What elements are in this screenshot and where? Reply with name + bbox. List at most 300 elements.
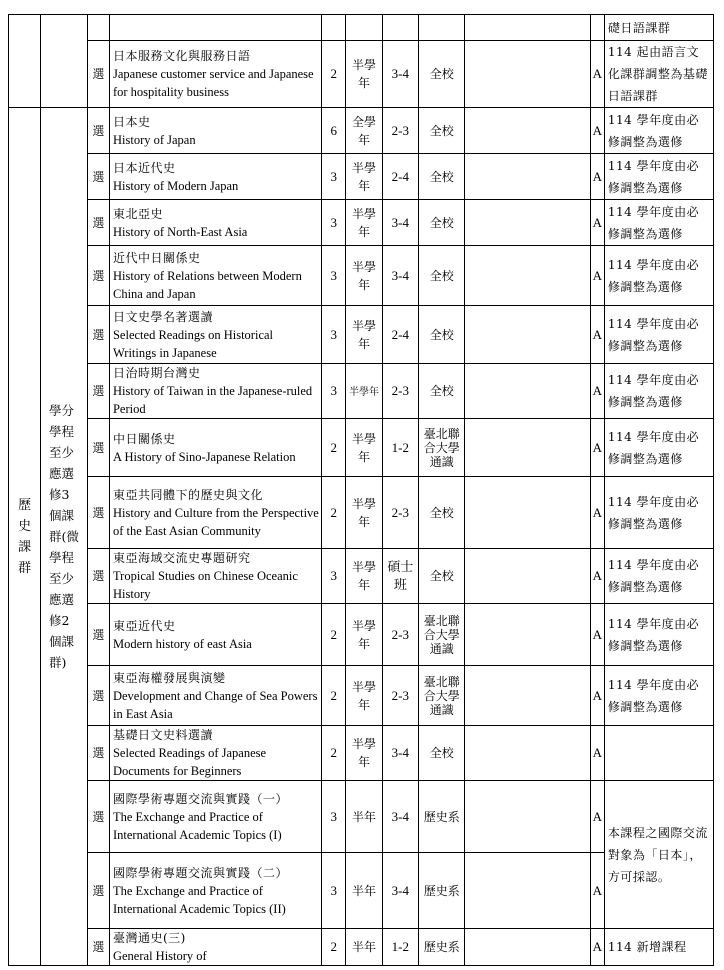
semester-value: 半學年 — [351, 160, 376, 193]
elective-mark-text: 選 — [92, 883, 105, 898]
table-row — [9, 726, 714, 781]
semester-cell — [346, 108, 382, 154]
elective-mark — [87, 477, 109, 549]
credits-cell — [322, 853, 346, 929]
type-value: A — [592, 383, 602, 398]
semester-value: 半學年 — [351, 206, 376, 239]
credits-cell — [322, 200, 346, 246]
note-text: 114 學年度由必修調整為選修 — [607, 373, 700, 409]
open-to-value: 臺北聯合大學通識 — [423, 613, 460, 656]
course-name-en: History of Relations between Modern China and Japan — [112, 268, 302, 301]
course-name-cell — [109, 15, 321, 41]
subgroup-empty-cell — [41, 15, 87, 108]
note-text: 114 學年度由必修調整為選修 — [607, 257, 700, 294]
type-cell — [590, 41, 604, 108]
semester-value: 全學年 — [351, 114, 376, 147]
open-to-cell — [419, 419, 465, 477]
note-text: 114 學年度由必修調整為選修 — [607, 616, 700, 653]
course-name-cell — [109, 477, 321, 549]
course-name-zh: 國際學術專題交流與實踐（一） — [112, 791, 288, 806]
note-text: 114 學年度由必修調整為選修 — [607, 158, 700, 195]
type-value: A — [592, 687, 602, 703]
year-value: 2-3 — [391, 122, 410, 138]
semester-cell — [346, 200, 382, 246]
credits-value: 2 — [330, 626, 337, 642]
credits-value: 3 — [330, 267, 337, 283]
year-cell — [382, 15, 418, 41]
course-name-cell — [109, 364, 321, 419]
type-cell — [590, 604, 604, 666]
note-text: 114 學年度由必修調整為選修 — [607, 494, 700, 531]
semester-value: 半學年 — [351, 259, 376, 292]
year-value: 3-4 — [391, 808, 410, 824]
type-value: A — [592, 882, 602, 898]
open-to-value: 全校 — [429, 746, 454, 760]
course-name-zh: 臺灣通史(三) — [112, 931, 186, 945]
type-cell — [590, 15, 604, 41]
elective-mark — [87, 41, 109, 108]
elective-mark-text: 選 — [92, 67, 105, 81]
course-name-en: Tropical Studies on Chinese Oceanic History — [112, 569, 298, 601]
type-value: A — [592, 939, 602, 954]
blank-cell — [465, 154, 590, 200]
elective-mark-text: 選 — [92, 569, 105, 583]
semester-value: 半學年 — [351, 58, 376, 90]
table-row — [9, 364, 714, 419]
open-to-value: 全校 — [429, 505, 454, 520]
category-empty-cell — [9, 15, 41, 108]
year-cell — [382, 726, 418, 781]
note-cell — [604, 364, 713, 419]
open-to-value: 歷史系 — [423, 940, 460, 954]
blank-cell — [465, 929, 590, 966]
elective-mark — [87, 666, 109, 726]
elective-mark — [87, 246, 109, 306]
open-to-value: 全校 — [429, 123, 454, 138]
type-value: A — [592, 504, 602, 520]
credits-cell — [322, 604, 346, 666]
elective-mark — [87, 853, 109, 929]
elective-mark — [87, 364, 109, 419]
note-text: 114 學年度由必修調整為選修 — [607, 112, 700, 149]
course-name-en: Modern history of east Asia — [112, 636, 252, 651]
elective-mark-text: 選 — [92, 123, 105, 138]
note-cell — [604, 15, 713, 41]
course-name-en: General History of — [112, 949, 207, 963]
credits-value: 3 — [330, 326, 337, 342]
elective-mark — [87, 306, 109, 364]
credits-value: 6 — [330, 122, 337, 138]
credits-cell — [322, 549, 346, 604]
table-row — [9, 41, 714, 108]
course-name-en: Selected Readings on Historical Writings in Japanese — [112, 327, 274, 360]
note-cell — [604, 549, 713, 604]
note-cell — [604, 41, 713, 108]
credits-cell — [322, 246, 346, 306]
year-value: 2-3 — [391, 626, 410, 642]
year-cell — [382, 154, 418, 200]
credits-value: 3 — [330, 882, 337, 898]
credits-value: 2 — [330, 687, 337, 703]
blank-cell — [465, 853, 590, 929]
credits-value: 3 — [330, 808, 337, 824]
note-text: 114 學年度由必修調整為選修 — [607, 429, 700, 466]
credits-value: 2 — [330, 745, 337, 760]
elective-mark — [87, 154, 109, 200]
semester-value: 半學年 — [351, 737, 376, 769]
year-value: 2-3 — [391, 504, 410, 520]
semester-cell — [346, 364, 382, 419]
type-value: A — [592, 326, 602, 342]
type-cell — [590, 154, 604, 200]
year-cell — [382, 246, 418, 306]
semester-cell — [346, 666, 382, 726]
semester-value: 半學年 — [348, 387, 379, 398]
note-text: 礎日語課群 — [607, 20, 671, 35]
semester-value: 半學年 — [351, 560, 376, 592]
course-name-zh: 東亞海域交流史專題研究 — [112, 551, 251, 565]
year-cell — [382, 666, 418, 726]
credits-value: 2 — [330, 66, 337, 81]
open-to-value: 臺北聯合大學通識 — [423, 426, 460, 469]
note-cell — [604, 246, 713, 306]
credits-value: 3 — [330, 168, 337, 184]
course-name-cell — [109, 246, 321, 306]
blank-cell — [465, 419, 590, 477]
elective-mark-text: 選 — [92, 268, 105, 283]
blank-cell — [465, 549, 590, 604]
course-name-cell — [109, 781, 321, 853]
year-value: 2-4 — [391, 326, 410, 342]
type-cell — [590, 781, 604, 853]
credits-cell — [322, 364, 346, 419]
semester-cell — [346, 246, 382, 306]
type-value: A — [592, 568, 602, 583]
type-cell — [590, 246, 604, 306]
table-row — [9, 246, 714, 306]
credits-value: 2 — [330, 504, 337, 520]
type-value: A — [592, 122, 602, 138]
note-text: 114 學年度由必修調整為選修 — [607, 204, 700, 241]
course-name-zh: 日本史 — [112, 114, 151, 129]
open-to-value: 全校 — [429, 169, 454, 184]
course-name-zh: 東亞共同體下的歷史與文化 — [112, 487, 263, 502]
blank-cell — [465, 15, 590, 41]
open-to-cell — [419, 246, 465, 306]
credits-cell — [322, 15, 346, 41]
note-cell — [604, 929, 713, 966]
year-cell — [382, 41, 418, 108]
open-to-value: 全校 — [429, 268, 454, 283]
semester-value: 半學年 — [351, 431, 376, 464]
course-name-en: Japanese customer service and Japanese for hospitality business — [112, 67, 314, 99]
elective-mark-text: 選 — [92, 809, 105, 824]
year-value: 3-4 — [391, 267, 410, 283]
open-to-value: 全校 — [429, 384, 454, 398]
note-cell — [604, 154, 713, 200]
type-cell — [590, 419, 604, 477]
semester-value: 半學年 — [351, 496, 376, 529]
course-name-cell — [109, 853, 321, 929]
note-text: 114 學年度由必修調整為選修 — [607, 316, 700, 353]
semester-cell — [346, 781, 382, 853]
type-cell — [590, 306, 604, 364]
elective-mark-text: 選 — [92, 746, 105, 760]
type-cell — [590, 666, 604, 726]
open-to-cell — [419, 364, 465, 419]
open-to-cell — [419, 726, 465, 781]
subgroup-cell — [41, 108, 87, 966]
course-name-en: A History of Sino-Japanese Relation — [112, 449, 296, 464]
elective-mark-text: 選 — [92, 440, 105, 455]
open-to-cell — [419, 41, 465, 108]
blank-cell — [465, 200, 590, 246]
type-cell — [590, 929, 604, 966]
course-table — [8, 14, 714, 966]
course-name-en: The Exchange and Practice of International Academic Topics (II) — [112, 883, 286, 916]
year-value: 2-3 — [391, 687, 410, 703]
type-cell — [590, 108, 604, 154]
semester-value: 半年 — [351, 883, 376, 898]
course-name-cell — [109, 604, 321, 666]
open-to-value: 歷史系 — [423, 809, 460, 824]
blank-cell — [465, 108, 590, 154]
year-cell — [382, 604, 418, 666]
blank-cell — [465, 726, 590, 781]
elective-mark-text: 選 — [92, 215, 105, 230]
year-cell — [382, 929, 418, 966]
year-cell — [382, 364, 418, 419]
blank-cell — [465, 246, 590, 306]
blank-cell — [465, 477, 590, 549]
blank-cell — [465, 364, 590, 419]
open-to-value: 全校 — [429, 327, 454, 342]
year-value: 3-4 — [391, 745, 410, 760]
course-name-cell — [109, 549, 321, 604]
year-cell — [382, 200, 418, 246]
semester-value: 半學年 — [351, 679, 376, 712]
type-cell — [590, 726, 604, 781]
semester-value: 半學年 — [351, 318, 376, 351]
elective-mark — [87, 200, 109, 246]
semester-cell — [346, 726, 382, 781]
semester-cell — [346, 15, 382, 41]
credits-value: 3 — [330, 214, 337, 230]
note-cell — [604, 781, 713, 929]
credits-cell — [322, 154, 346, 200]
course-name-en: History of North-East Asia — [112, 224, 248, 239]
table-row — [9, 549, 714, 604]
open-to-value: 全校 — [429, 67, 454, 81]
blank-cell — [465, 666, 590, 726]
credits-value: 2 — [330, 439, 337, 455]
type-cell — [590, 364, 604, 419]
semester-cell — [346, 604, 382, 666]
type-value: A — [592, 439, 602, 455]
course-name-cell — [109, 154, 321, 200]
year-cell — [382, 549, 418, 604]
elective-mark-text: 選 — [92, 627, 105, 642]
course-name-zh: 日治時期台灣史 — [112, 366, 201, 380]
note-text: 114 新增課程 — [607, 940, 687, 954]
year-cell — [382, 108, 418, 154]
open-to-cell — [419, 306, 465, 364]
type-cell — [590, 477, 604, 549]
open-to-cell — [419, 666, 465, 726]
table-row — [9, 781, 714, 853]
open-to-value: 臺北聯合大學通識 — [423, 674, 460, 717]
year-value: 3-4 — [391, 214, 410, 230]
credits-cell — [322, 306, 346, 364]
semester-value: 半年 — [351, 940, 376, 954]
credits-value: 2 — [330, 939, 337, 954]
type-value: A — [592, 808, 602, 824]
semester-value: 半學年 — [351, 618, 376, 651]
note-cell — [604, 306, 713, 364]
type-value: A — [592, 168, 602, 184]
type-cell — [590, 853, 604, 929]
table-row — [9, 15, 714, 41]
semester-cell — [346, 41, 382, 108]
note-text: 114 學年度由必修調整為選修 — [607, 558, 700, 594]
note-cell — [604, 726, 713, 781]
category-cell — [9, 108, 41, 966]
course-name-en: History and Culture from the Perspective of the East Asian Community — [112, 505, 319, 538]
course-name-en: History of Japan — [112, 132, 196, 147]
type-value: A — [592, 214, 602, 230]
credits-cell — [322, 477, 346, 549]
course-name-en: History of Modern Japan — [112, 178, 239, 193]
type-cell — [590, 200, 604, 246]
blank-cell — [465, 41, 590, 108]
note-cell — [604, 200, 713, 246]
table-row — [9, 154, 714, 200]
open-to-cell — [419, 549, 465, 604]
elective-mark — [87, 929, 109, 966]
course-name-en: Selected Readings of Japanese Documents for Beginners — [112, 746, 267, 778]
semester-cell — [346, 306, 382, 364]
course-name-en: The Exchange and Practice of International Academic Topics (I) — [112, 809, 282, 842]
type-cell — [590, 549, 604, 604]
elective-mark-text: 選 — [92, 327, 105, 342]
table-row — [9, 604, 714, 666]
note-cell — [604, 108, 713, 154]
credits-cell — [322, 419, 346, 477]
credits-cell — [322, 108, 346, 154]
note-cell — [604, 419, 713, 477]
course-name-zh: 東亞海權發展與演變 — [112, 670, 226, 685]
elective-mark-text: 選 — [92, 505, 105, 520]
course-name-en: History of Taiwan in the Japanese-ruled Period — [112, 384, 313, 416]
open-to-cell — [419, 200, 465, 246]
credits-value: 3 — [330, 383, 337, 398]
elective-mark — [87, 781, 109, 853]
year-cell — [382, 306, 418, 364]
elective-mark — [87, 726, 109, 781]
elective-mark-text: 選 — [92, 384, 105, 398]
course-name-zh: 東北亞史 — [112, 206, 163, 221]
course-name-zh: 日本服務文化與服務日語 — [112, 49, 251, 63]
year-value: 2-3 — [391, 383, 410, 398]
note-text: 114 學年度由必修調整為選修 — [607, 677, 700, 714]
elective-mark — [87, 419, 109, 477]
course-name-zh: 近代中日關係史 — [112, 250, 201, 265]
note-cell — [604, 666, 713, 726]
note-text: 本課程之國際交流對象為「日本」，方可採認。 — [607, 825, 708, 884]
table-row — [9, 306, 714, 364]
course-name-cell — [109, 41, 321, 108]
course-name-zh: 基礎日文史料選讀 — [112, 728, 213, 742]
open-to-value: 歷史系 — [423, 883, 460, 898]
elective-mark — [87, 549, 109, 604]
elective-mark-text: 選 — [92, 940, 105, 954]
open-to-value: 全校 — [429, 569, 454, 583]
year-value: 1-2 — [391, 439, 410, 455]
blank-cell — [465, 306, 590, 364]
year-cell — [382, 477, 418, 549]
credits-cell — [322, 929, 346, 966]
course-name-zh: 中日關係史 — [112, 431, 176, 446]
table-row — [9, 200, 714, 246]
course-name-cell — [109, 929, 321, 966]
credits-cell — [322, 726, 346, 781]
open-to-cell — [419, 477, 465, 549]
year-value: 碩士班 — [387, 559, 414, 592]
semester-cell — [346, 549, 382, 604]
course-name-cell — [109, 200, 321, 246]
open-to-cell — [419, 154, 465, 200]
credits-cell — [322, 781, 346, 853]
open-to-cell — [419, 853, 465, 929]
open-to-cell — [419, 15, 465, 41]
elective-mark — [87, 604, 109, 666]
year-cell — [382, 781, 418, 853]
type-value: A — [592, 626, 602, 642]
open-to-cell — [419, 604, 465, 666]
table-row — [9, 929, 714, 966]
subgroup-label: 學分學程至少應選修3個課群(微學程至少應選修2個課群) — [49, 403, 79, 670]
table-row — [9, 477, 714, 549]
type-value: A — [592, 267, 602, 283]
semester-cell — [346, 419, 382, 477]
blank-cell — [465, 781, 590, 853]
blank-cell — [465, 604, 590, 666]
table-row — [9, 108, 714, 154]
table-row — [9, 666, 714, 726]
open-to-cell — [419, 781, 465, 853]
year-cell — [382, 853, 418, 929]
course-name-zh: 日文史學名著選讀 — [112, 309, 213, 324]
note-text: 114 起由語言文化課群調整為基礎日語課群 — [607, 45, 708, 103]
type-value: A — [592, 66, 602, 81]
category-label: 歷史課群 — [18, 497, 32, 576]
note-cell — [604, 604, 713, 666]
elective-mark-text: 選 — [92, 688, 105, 703]
year-cell — [382, 419, 418, 477]
credits-cell — [322, 666, 346, 726]
course-name-en: Development and Change of Sea Powers in East Asia — [112, 688, 318, 721]
open-to-value: 全校 — [429, 215, 454, 230]
year-value: 2-4 — [391, 168, 410, 184]
course-name-cell — [109, 726, 321, 781]
semester-cell — [346, 929, 382, 966]
semester-cell — [346, 154, 382, 200]
course-name-cell — [109, 666, 321, 726]
table-row — [9, 419, 714, 477]
year-value: 3-4 — [391, 882, 410, 898]
semester-value: 半年 — [351, 809, 376, 824]
course-name-zh: 東亞近代史 — [112, 618, 176, 633]
